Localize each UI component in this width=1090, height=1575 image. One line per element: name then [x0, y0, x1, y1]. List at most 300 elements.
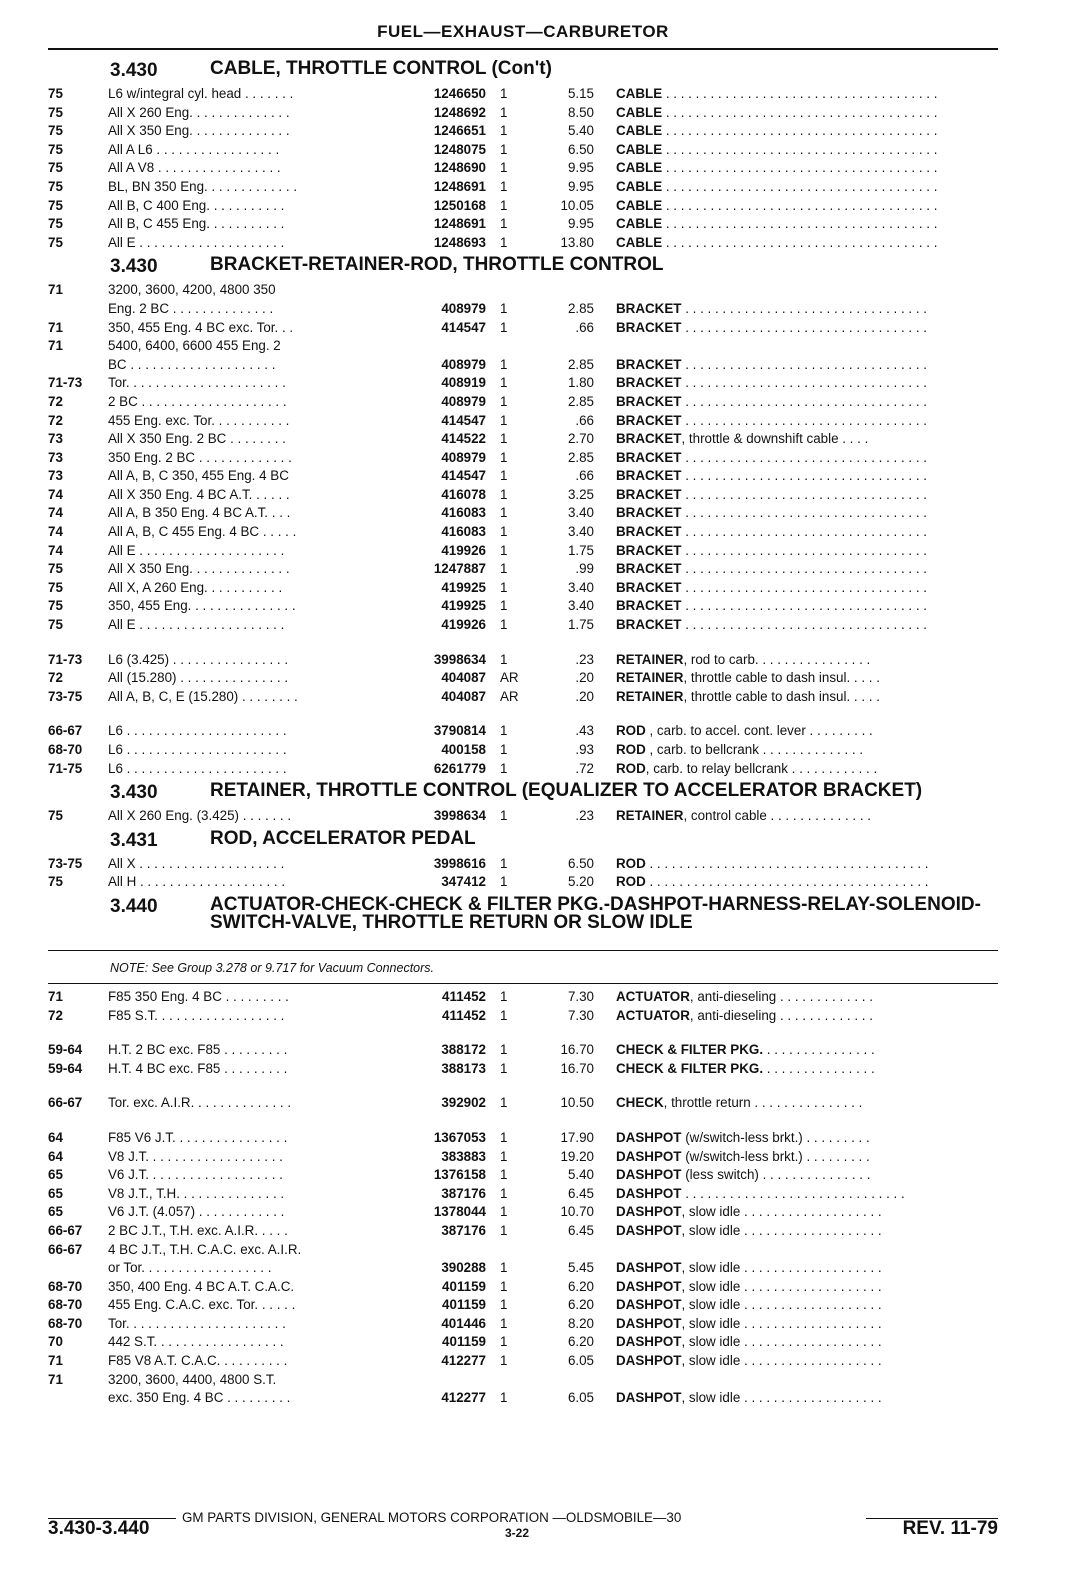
row-quantity: 1 — [500, 356, 508, 372]
row-part-number: 401159 — [442, 1297, 486, 1313]
row-description-detail: . . . . . . . . . . . . . . . . . . . . . . . . . . . . . . . . . . . . . — [662, 104, 938, 120]
row-description-detail: . . . . . . . . . . . . . . . . . . . . . . . . . . . . . . . . . — [681, 579, 928, 595]
row-price: 2.85 — [567, 300, 594, 316]
row-application: All X 260 Eng. (3.425) . . . . . . . — [108, 808, 292, 824]
row-years: 64 — [48, 1129, 63, 1145]
row-years: 74 — [48, 486, 63, 502]
row-years: 75 — [48, 197, 63, 213]
row-description — [594, 1278, 998, 1297]
catalog-row — [48, 1241, 998, 1260]
row-part-number: 1376158 — [433, 1167, 486, 1183]
row-part-number: 401446 — [441, 1315, 486, 1331]
row-quantity: 1 — [500, 449, 508, 465]
row-years: 65 — [48, 1204, 63, 1220]
row-description — [594, 855, 998, 874]
row-part-number: 1248692 — [433, 104, 486, 120]
row-quantity: 1 — [500, 579, 508, 595]
row-part-number: 419925 — [441, 579, 486, 595]
row-application: L6 w/integral cyl. head . . . . . . . — [108, 86, 294, 101]
row-spacer — [48, 1113, 998, 1129]
row-description-detail: , carb. to relay bellcrank . . . . . . . . . . . . — [645, 760, 878, 776]
row-price: .99 — [575, 561, 594, 577]
row-part-number: 408979 — [441, 393, 486, 409]
row-quantity: 1 — [500, 855, 508, 871]
row-quantity: 1 — [500, 1007, 508, 1023]
row-price: 6.50 — [567, 141, 594, 157]
vacuum-connectors-note: NOTE: See Group 3.278 or 9.717 for Vacuum Connectors. — [48, 950, 998, 984]
row-part-number: 412277 — [441, 1390, 486, 1406]
row-description-detail: . . . . . . . . . . . . . . . . . . . . . . . . . . . . . . . . . . . . . — [662, 216, 938, 232]
row-price — [540, 1371, 594, 1390]
row-years: 75 — [48, 141, 63, 157]
row-spacer — [48, 1078, 998, 1094]
row-price: 7.30 — [567, 1007, 594, 1023]
row-description-name: DASHPOT — [616, 1353, 682, 1369]
catalog-row — [48, 1259, 998, 1278]
section-code: 3.430 — [110, 782, 158, 804]
row-price: .23 — [575, 808, 594, 824]
row-spacer — [48, 635, 998, 651]
row-quantity: 1 — [500, 561, 508, 577]
row-years: 72 — [48, 1007, 63, 1023]
row-description-detail: . . . . . . . . . . . . . . . . . . . . . . . . . . . . . . . . . — [681, 449, 928, 465]
catalog-row — [48, 1203, 998, 1222]
row-part-number: 419926 — [441, 542, 486, 558]
row-quantity: 1 — [500, 412, 508, 428]
row-price: 3.40 — [567, 505, 594, 521]
row-description — [594, 319, 998, 338]
row-description-detail: . . . . . . . . . . . . . . . . . . . . . . . . . . . . . . . . . . . . . — [662, 197, 938, 213]
row-price: 6.20 — [567, 1278, 594, 1294]
catalog-row — [48, 542, 998, 561]
row-years: 72 — [48, 670, 63, 686]
catalog-row — [48, 651, 998, 670]
row-quantity: AR — [500, 688, 519, 704]
row-description — [594, 215, 998, 234]
row-description — [594, 542, 998, 561]
row-part-number: 392902 — [441, 1095, 486, 1111]
row-part-number: 1250168 — [433, 197, 486, 213]
row-description-detail: , carb. to accel. cont. lever . . . . . . . . . — [645, 723, 873, 739]
row-description-detail: . . . . . . . . . . . . . . . . . . . . . . . . . . . . . . . . . — [681, 617, 928, 633]
row-description — [594, 873, 998, 892]
row-description-detail: . . . . . . . . . . . . . . . . . . . . . . . . . . . . . . . . . . . . . — [662, 178, 938, 194]
row-application: V8 J.T. . . . . . . . . . . . . . . . . . . — [108, 1148, 283, 1164]
row-part-number: 387176 — [441, 1185, 486, 1201]
row-price: .66 — [575, 319, 594, 335]
row-application: 455 Eng. exc. Tor. . . . . . . . . . . — [108, 412, 290, 428]
catalog-row — [48, 1389, 998, 1408]
row-part-number: 408979 — [441, 300, 486, 316]
row-description-name: CABLE — [616, 104, 663, 120]
row-price: 5.45 — [567, 1260, 594, 1276]
row-part-number: 414522 — [441, 431, 486, 447]
row-description — [594, 988, 998, 1007]
row-description — [594, 651, 998, 670]
row-application: 350, 455 Eng. . . . . . . . . . . . . . . — [108, 598, 296, 614]
row-years: 74 — [48, 505, 63, 521]
row-description-detail: . . . . . . . . . . . . . . . . . . . . . . . . . . . . . . . . . — [681, 375, 928, 391]
row-description — [594, 1129, 998, 1148]
row-years: 71 — [48, 282, 63, 298]
row-application: H.T. 2 BC exc. F85 . . . . . . . . . — [108, 1042, 288, 1058]
row-description-detail: . . . . . . . . . . . . . . . . . . . . . . . . . . . . . . . . . — [681, 486, 928, 502]
row-part-number: 416078 — [441, 486, 486, 502]
row-price: 1.75 — [567, 617, 594, 633]
row-quantity: 1 — [500, 178, 508, 194]
row-description-detail: (less switch) . . . . . . . . . . . . . . . — [681, 1167, 871, 1183]
section-heading — [48, 827, 998, 852]
row-years: 59-64 — [48, 1042, 83, 1058]
row-application: L6 . . . . . . . . . . . . . . . . . . . . . . — [108, 760, 287, 776]
row-years: 66-67 — [48, 1241, 83, 1257]
row-description-detail: . . . . . . . . . . . . . . . — [763, 1060, 875, 1076]
row-quantity: 1 — [500, 319, 508, 335]
row-description-detail: . . . . . . . . . . . . . . . . . . . . . . . . . . . . . . . . . — [681, 524, 928, 540]
row-application: V8 J.T., T.H. . . . . . . . . . . . . . . — [108, 1185, 285, 1201]
row-description — [594, 122, 998, 141]
catalog-row — [48, 234, 998, 253]
row-application: 350, 455 Eng. 4 BC exc. Tor. . . — [108, 319, 294, 335]
row-description — [594, 616, 998, 635]
catalog-row — [48, 159, 998, 178]
section-code: 3.440 — [110, 895, 158, 917]
row-part-number: 401159 — [442, 1278, 486, 1294]
row-quantity — [486, 337, 540, 356]
row-description-detail: . . . . . . . . . . . . . . . . . . . . . . . . . . . . . . . . . . . . . . — [645, 855, 929, 871]
row-description — [594, 449, 998, 468]
row-description — [594, 560, 998, 579]
row-price: 6.20 — [567, 1297, 594, 1313]
row-description — [594, 337, 998, 356]
row-quantity: 1 — [500, 1222, 508, 1238]
catalog-row — [48, 1371, 998, 1390]
row-description — [594, 722, 998, 741]
catalog-row — [48, 319, 998, 338]
catalog-row — [48, 178, 998, 197]
row-price: 3.25 — [567, 486, 594, 502]
row-description-detail: . . . . . . . . . . . . . . . . . . . . . . . . . . . . . . . . . . . . . . — [645, 874, 929, 890]
row-description-name: CABLE — [616, 141, 663, 157]
row-price: 1.75 — [567, 542, 594, 558]
row-price: 9.95 — [567, 216, 594, 232]
catalog-row — [48, 1296, 998, 1315]
row-description-detail: (w/switch-less brkt.) . . . . . . . . . — [681, 1129, 870, 1145]
row-description — [594, 104, 998, 123]
row-description — [594, 1041, 998, 1060]
row-years: 73 — [48, 468, 63, 484]
row-part-number: 419925 — [441, 598, 486, 614]
row-description-name: DASHPOT — [616, 1390, 682, 1406]
row-description — [594, 1007, 998, 1026]
row-part-number: 414547 — [441, 468, 486, 484]
row-description-name: DASHPOT — [616, 1185, 682, 1201]
row-application: All X . . . . . . . . . . . . . . . . . . . . — [108, 855, 285, 871]
row-part-number: 3998634 — [433, 808, 486, 824]
row-price — [540, 1241, 594, 1260]
row-description-name: RETAINER — [616, 651, 684, 667]
section-title: BRACKET-RETAINER-ROD, THROTTLE CONTROL — [210, 254, 664, 276]
row-description-name: DASHPOT — [616, 1334, 682, 1350]
row-description — [594, 1315, 998, 1334]
row-description-name: CABLE — [616, 86, 663, 101]
row-application: All (15.280) . . . . . . . . . . . . . . . — [108, 670, 289, 686]
row-description-name: DASHPOT — [616, 1204, 682, 1220]
row-part-number — [376, 1241, 486, 1260]
row-quantity: 1 — [500, 234, 508, 250]
row-application: All E . . . . . . . . . . . . . . . . . . . . — [108, 234, 285, 250]
row-description — [594, 1222, 998, 1241]
row-price: 3.40 — [567, 598, 594, 614]
row-application: 2 BC . . . . . . . . . . . . . . . . . . . . — [108, 393, 287, 409]
row-description-detail: , throttle cable to dash insul. . . . . — [683, 688, 880, 704]
row-description-detail: . . . . . . . . . . . . . . . . . . . . . . . . . . . . . . — [681, 1185, 905, 1201]
section-heading — [48, 60, 998, 82]
row-description-name: BRACKET — [616, 412, 682, 428]
row-description — [594, 1166, 998, 1185]
row-years: 72 — [48, 412, 63, 428]
catalog-row — [48, 579, 998, 598]
row-description-name: BRACKET — [616, 617, 682, 633]
row-description — [594, 669, 998, 688]
row-quantity — [486, 1371, 540, 1390]
row-price: 5.20 — [567, 874, 594, 890]
row-quantity: 1 — [500, 104, 508, 120]
row-quantity: 1 — [500, 1042, 508, 1058]
row-description — [594, 807, 998, 826]
row-description-detail: . . . . . . . . . . . . . . . . . . . . . . . . . . . . . . . . . — [681, 300, 928, 316]
row-description — [594, 504, 998, 523]
row-quantity: 1 — [500, 1260, 508, 1276]
row-years: 75 — [48, 178, 63, 194]
catalog-row — [48, 281, 998, 300]
row-description — [594, 1371, 998, 1390]
row-price: 9.95 — [567, 160, 594, 176]
catalog-row — [48, 1222, 998, 1241]
catalog-row — [48, 449, 998, 468]
row-years: 74 — [48, 524, 63, 540]
row-quantity: 1 — [500, 1334, 508, 1350]
catalog-row — [48, 1185, 998, 1204]
row-description-detail: . . . . . . . . . . . . . . . . . . . . . . . . . . . . . . . . . — [681, 505, 928, 521]
row-price: 7.30 — [567, 988, 594, 1004]
catalog-row — [48, 467, 998, 486]
row-quantity: 1 — [500, 723, 508, 739]
row-years: 71 — [48, 1353, 63, 1369]
row-price: .23 — [575, 651, 594, 667]
row-description — [594, 1185, 998, 1204]
row-description — [594, 430, 998, 449]
row-description-detail: . . . . . . . . . . . . . . . . . . . . . . . . . . . . . . . . . — [681, 356, 928, 372]
row-price: 2.70 — [567, 431, 594, 447]
catalog-row — [48, 873, 998, 892]
row-description-name: DASHPOT — [616, 1129, 682, 1145]
row-description-name: ROD — [616, 855, 646, 871]
row-quantity: 1 — [500, 300, 508, 316]
row-description-detail: . . . . . . . . . . . . . . . . . . . . . . . . . . . . . . . . . — [681, 542, 928, 558]
row-price — [540, 337, 594, 356]
row-description — [594, 1094, 998, 1113]
row-description-detail: . . . . . . . . . . . . . . . . . . . . . . . . . . . . . . . . . . . . . — [662, 160, 938, 176]
row-description-detail: . . . . . . . . . . . . . . . . . . . . . . . . . . . . . . . . . . . . . — [662, 141, 938, 157]
row-quantity — [486, 281, 540, 300]
row-description-name: BRACKET — [616, 561, 682, 577]
row-years: 66-67 — [48, 1222, 83, 1238]
row-quantity: 1 — [500, 1390, 508, 1406]
row-application: All B, C 400 Eng. . . . . . . . . . . — [108, 197, 285, 213]
row-years: 74 — [48, 542, 63, 558]
row-quantity: 1 — [500, 468, 508, 484]
row-years: 75 — [48, 579, 63, 595]
row-description-detail: , carb. to bellcrank . . . . . . . . . . . . . . — [645, 742, 864, 757]
row-application: 2 BC J.T., T.H. exc. A.I.R. . . . . — [108, 1222, 288, 1238]
row-description-name: CABLE — [616, 216, 663, 232]
row-quantity: 1 — [500, 617, 508, 633]
row-description-name: DASHPOT — [616, 1260, 682, 1276]
row-description-detail: . . . . . . . . . . . . . . . — [763, 1042, 875, 1058]
row-part-number: 416083 — [441, 505, 486, 521]
section-code: 3.430 — [110, 60, 158, 81]
row-description-name: ACTUATOR — [616, 1007, 690, 1023]
row-part-number: 411452 — [442, 988, 486, 1004]
row-part-number: 3998634 — [433, 651, 486, 667]
row-application: BC . . . . . . . . . . . . . . . . . . . . — [108, 356, 276, 372]
row-years: 66-67 — [48, 723, 83, 739]
row-price: 17.90 — [560, 1129, 594, 1145]
row-description-name: RETAINER — [616, 688, 684, 704]
row-price: .93 — [575, 742, 594, 757]
catalog-row — [48, 122, 998, 141]
row-quantity: 1 — [500, 486, 508, 502]
row-application: F85 350 Eng. 4 BC . . . . . . . . . — [108, 988, 289, 1004]
row-description-detail: (w/switch-less brkt.) . . . . . . . . . — [681, 1148, 870, 1164]
catalog-row — [48, 141, 998, 160]
row-price: 10.05 — [560, 197, 594, 213]
row-part-number: 387176 — [441, 1222, 486, 1238]
row-price: 9.95 — [567, 178, 594, 194]
row-description — [594, 374, 998, 393]
row-price: 6.50 — [567, 855, 594, 871]
catalog-row — [48, 486, 998, 505]
row-years: 73 — [48, 449, 63, 465]
row-description — [594, 597, 998, 616]
catalog-row — [48, 104, 998, 123]
row-description — [594, 1333, 998, 1352]
row-part-number: 3790814 — [433, 723, 486, 739]
row-quantity: 1 — [500, 760, 508, 776]
row-price: 10.70 — [560, 1204, 594, 1220]
row-description-name: RETAINER — [616, 808, 684, 824]
row-description-detail: , anti-dieseling . . . . . . . . . . . . . — [689, 988, 873, 1004]
row-application: 350 Eng. 2 BC . . . . . . . . . . . . . — [108, 449, 292, 465]
row-years: 73-75 — [48, 855, 83, 871]
row-price: 16.70 — [560, 1060, 594, 1076]
row-application: All X 350 Eng. 4 BC A.T. . . . . . — [108, 486, 290, 502]
row-price: 5.40 — [567, 123, 594, 139]
row-application: Tor. exc. A.I.R. . . . . . . . . . . . . . — [108, 1095, 292, 1111]
catalog-row — [48, 523, 998, 542]
row-part-number: 408919 — [441, 375, 486, 391]
parts-catalog-list — [48, 56, 998, 1408]
row-price: .66 — [575, 468, 594, 484]
row-description — [594, 523, 998, 542]
row-spacer — [48, 706, 998, 722]
row-application: Tor. . . . . . . . . . . . . . . . . . . . . . — [108, 375, 286, 391]
row-application: Tor. . . . . . . . . . . . . . . . . . . . . . — [108, 1315, 286, 1331]
row-description — [594, 1259, 998, 1278]
catalog-row — [48, 85, 998, 104]
row-quantity: 1 — [500, 808, 508, 824]
row-quantity: 1 — [500, 524, 508, 540]
row-years — [48, 1389, 108, 1408]
row-description-name: DASHPOT — [616, 1315, 682, 1331]
row-application: 442 S.T. . . . . . . . . . . . . . . . . . — [108, 1334, 284, 1350]
row-years: 75 — [48, 617, 63, 633]
row-part-number: 404087 — [441, 670, 486, 686]
row-years: 65 — [48, 1185, 63, 1201]
catalog-row — [48, 988, 998, 1007]
row-quantity: 1 — [500, 651, 508, 667]
row-application: F85 S.T. . . . . . . . . . . . . . . . . . — [108, 1007, 285, 1023]
row-years: 66-67 — [48, 1095, 83, 1111]
row-part-number: 347412 — [441, 874, 486, 890]
catalog-row — [48, 807, 998, 826]
catalog-row — [48, 1333, 998, 1352]
row-years: 75 — [48, 808, 63, 824]
row-years — [48, 1259, 108, 1278]
catalog-row — [48, 1094, 998, 1113]
row-years: 70 — [48, 1334, 63, 1350]
row-description-detail: , throttle & downshift cable . . . . — [681, 431, 869, 447]
row-description-name: CABLE — [616, 178, 663, 194]
row-description-name: BRACKET — [616, 486, 682, 502]
row-quantity: 1 — [500, 123, 508, 139]
row-quantity: 1 — [500, 197, 508, 213]
row-description-name: CABLE — [616, 160, 663, 176]
row-description-name: BRACKET — [616, 505, 682, 521]
row-application: All X 350 Eng. . . . . . . . . . . . . . — [108, 123, 290, 139]
row-description-name: DASHPOT — [616, 1148, 682, 1164]
row-application: 455 Eng. C.A.C. exc. Tor. . . . . . — [108, 1297, 296, 1313]
row-description — [594, 1203, 998, 1222]
row-quantity: 1 — [500, 542, 508, 558]
row-price: 2.85 — [567, 393, 594, 409]
row-price — [540, 281, 594, 300]
row-description — [594, 467, 998, 486]
row-description-name: ACTUATOR — [616, 988, 690, 1004]
row-description — [594, 1060, 998, 1079]
row-description-name: BRACKET — [616, 579, 682, 595]
row-part-number: 401159 — [442, 1334, 486, 1350]
row-description-detail: . . . . . . . . . . . . . . . . . . . . . . . . . . . . . . . . . . . . . — [662, 123, 938, 139]
row-description-detail: , slow idle . . . . . . . . . . . . . . . . . . . — [681, 1353, 882, 1369]
catalog-row — [48, 1041, 998, 1060]
row-description — [594, 178, 998, 197]
section-heading — [48, 893, 998, 933]
row-application: All H . . . . . . . . . . . . . . . . . . . . — [108, 874, 286, 890]
catalog-row — [48, 215, 998, 234]
catalog-row — [48, 300, 998, 319]
row-price: 1.80 — [567, 375, 594, 391]
row-part-number: 1248075 — [433, 141, 486, 157]
row-part-number: 1248693 — [433, 234, 486, 250]
row-years — [48, 356, 108, 375]
row-years: 75 — [48, 598, 63, 614]
row-part-number — [376, 337, 486, 356]
row-part-number: 419926 — [441, 617, 486, 633]
row-years: 71 — [48, 988, 63, 1004]
catalog-row — [48, 504, 998, 523]
